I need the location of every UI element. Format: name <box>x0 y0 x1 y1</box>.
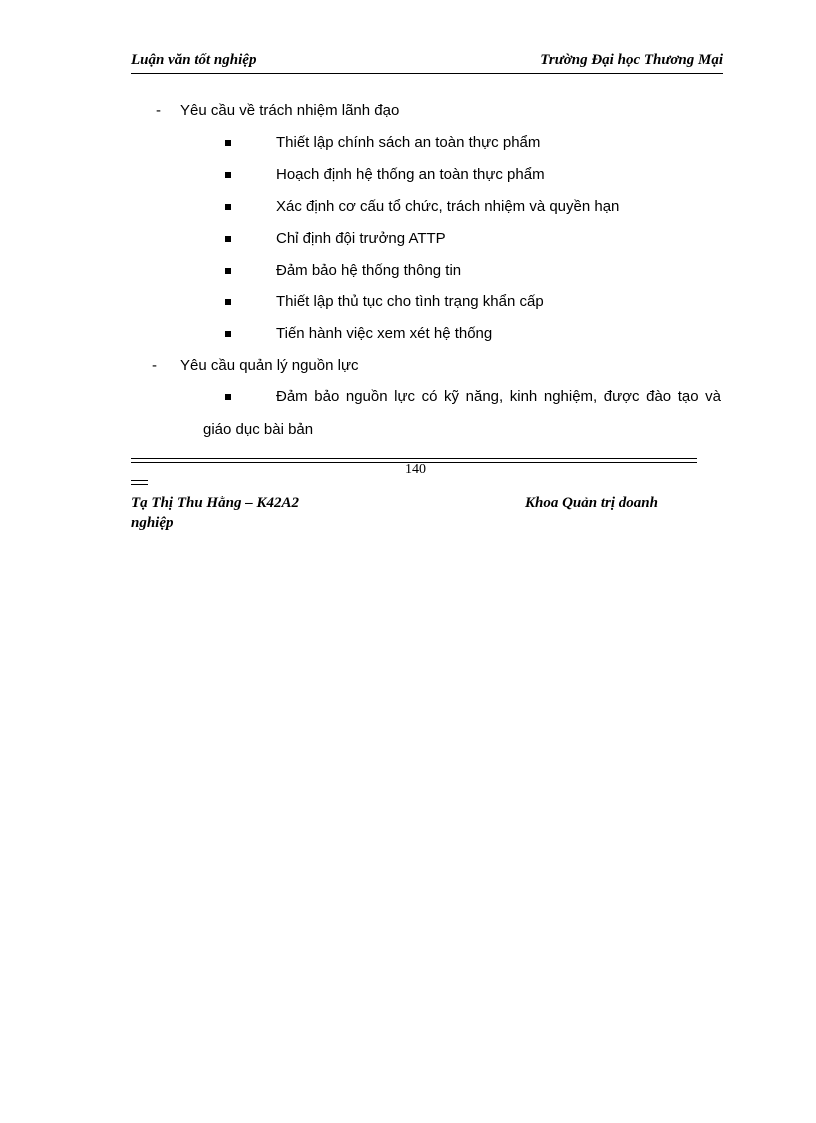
square-bullet-icon <box>225 299 231 305</box>
list-item: Đảm bảo nguồn lực có kỹ năng, kinh nghiệm, được đào tạo và <box>276 388 721 405</box>
page-header <box>131 52 723 74</box>
square-bullet-icon <box>225 394 231 400</box>
section-title: Yêu cầu quản lý nguồn lực <box>180 357 359 374</box>
list-item: Thiết lập chính sách an toàn thực phẩm <box>276 134 541 151</box>
square-bullet-icon <box>225 331 231 337</box>
list-item-continuation: giáo dục bài bản <box>203 421 314 438</box>
dash-marker: - <box>156 102 161 119</box>
list-item: Hoạch định hệ thống an toàn thực phẩm <box>276 166 545 183</box>
header-rule <box>131 73 723 74</box>
footer-rule-top <box>131 458 697 459</box>
header-thesis-label: Luận văn tốt nghiệp <box>131 52 257 68</box>
list-item: Xác định cơ cấu tổ chức, trách nhiệm và quyền hạn <box>276 198 620 215</box>
footer-author: Tạ Thị Thu Hằng – K42A2 <box>131 495 299 511</box>
square-bullet-icon <box>225 236 231 242</box>
header-university-name: Trường Đại học Thương Mại <box>540 52 723 68</box>
page-number: 140 <box>405 462 426 477</box>
list-item: Thiết lập thủ tục cho tình trạng khẩn cấp <box>276 293 544 310</box>
footer-department-continuation: nghiệp <box>131 515 174 531</box>
list-item: Chỉ định đội trưởng ATTP <box>276 230 446 247</box>
section-title: Yêu cầu về trách nhiệm lãnh đạo <box>180 102 400 119</box>
square-bullet-icon <box>225 268 231 274</box>
square-bullet-icon <box>225 172 231 178</box>
list-item: Tiến hành việc xem xét hệ thống <box>276 325 493 342</box>
footer-stub-rule <box>131 480 148 481</box>
footer-stub-rule <box>131 484 148 485</box>
square-bullet-icon <box>225 204 231 210</box>
dash-marker: - <box>152 357 157 374</box>
square-bullet-icon <box>225 140 231 146</box>
footer-department: Khoa Quản trị doanh <box>525 495 658 511</box>
list-item: Đảm bảo hệ thống thông tin <box>276 262 462 279</box>
